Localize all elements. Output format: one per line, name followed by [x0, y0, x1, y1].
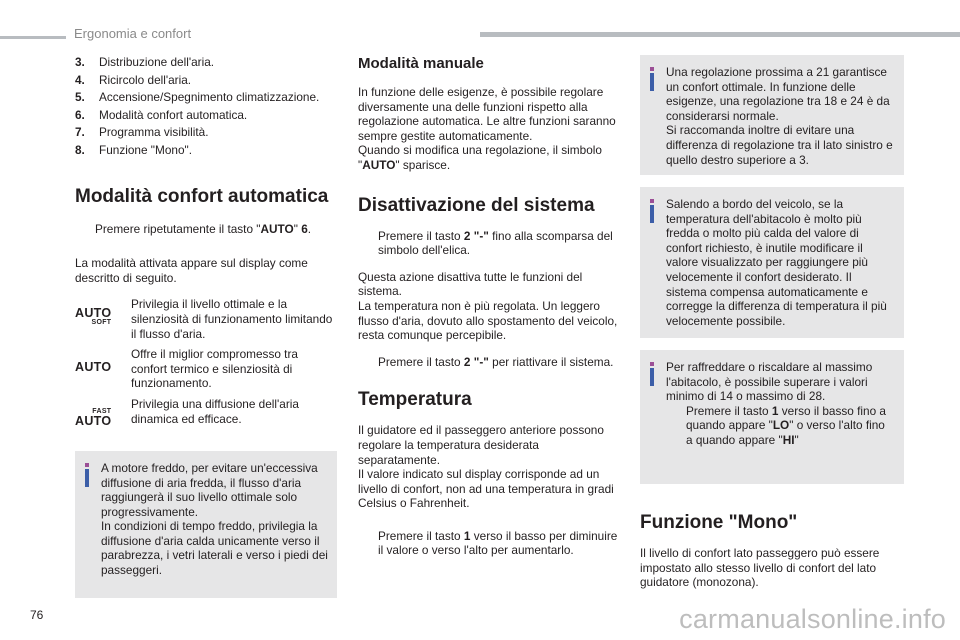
section-heading-disable: Disattivazione del sistema	[358, 194, 595, 216]
mono-description: Il livello di confort lato passeggero può essere impostato allo stesso livello di confort del lato guidatore (monozona).	[640, 546, 880, 590]
info-box-max-temperature: Per raffreddare o riscaldare al massimo l'abitacolo, è possibile superare i valori minimo di 14 o massimo di 28. Premere il tasto 1 verso il basso fino a quando appare "LO" o verso l'alto fino a quando appare "HI"	[640, 350, 904, 484]
watermark-text: carmanualsonline.info	[679, 604, 946, 634]
instruction-auto: Premere ripetutamente il tasto "AUTO" 6.	[75, 222, 337, 237]
auto-fast-icon: FAST AUTO	[75, 407, 112, 428]
info-box-cold-engine: A motore freddo, per evitare un'eccessiva diffusione di aria fredda, il flusso d'aria raggiungerà il suo livello ottimale solo progressivamente. In condizioni di tempo freddo, privilegia la diffusione d'aria calda unicamente verso il parabrezza, i vetri laterali e verso i piedi dei passeggeri.	[75, 451, 337, 598]
manual-text: In funzione delle esigenze, è possibile regolare diversamente una delle funzioni rispetto alla regolazione automatica. Le altre funzioni saranno sempre gestite automaticamente. Quando si modifica una regolazione, il simbolo "AUTO" sparisce.	[358, 85, 616, 172]
info-box-comfort-setting: Una regolazione prossima a 21 garantisce un confort ottimale. In funzione delle esigenze, una regolazione tra 18 e 24 è da considerarsi normale. Si raccomanda inoltre di evitare una differenza di regolazione tra il lato sinistro e quello destro superiore a 3.	[640, 55, 904, 175]
info-icon	[650, 199, 654, 223]
bullet-icon	[358, 355, 378, 370]
info-box-boarding: Salendo a bordo del veicolo, se la temperatura dell'abitacolo è molto più fredda o molto più calda del valore di confort richiesto, è inutile modificare il valore visualizzato per raggiungere più velocemente il confort desiderato. Il sistema compensa automaticamente e corregge la differenza di temperatura il più velocemente possibile.	[640, 187, 904, 338]
mode-auto-fast: FAST AUTO Privilegia una diffusione dell'aria dinamica ed efficace.	[75, 396, 299, 428]
header-bar-right	[480, 32, 960, 37]
bullet-icon	[666, 404, 686, 448]
auto-icon: AUTO	[75, 360, 112, 375]
disable-description: Questa azione disattiva tutte le funzioni del sistema. La temperatura non è più regolata. Un leggero flusso d'aria, dovuto allo spostamento del veicolo, resta comunque percepibile.	[358, 269, 618, 343]
modes-list	[75, 297, 337, 427]
page-number: 76	[30, 608, 44, 622]
header-title: Ergonomia e confort	[74, 26, 192, 41]
mode-auto: AUTO Offre il miglior compromesso tra confort termico e silenziosità di funzionamento.	[75, 347, 298, 391]
instruction-temperature: Premere il tasto 1 verso il basso per diminuire il valore o verso l'alto per aumentarlo.	[358, 529, 620, 558]
info-icon	[85, 463, 89, 487]
numbered-list	[75, 55, 337, 158]
column-middle	[358, 55, 620, 558]
list-item: 8. Funzione "Mono".	[75, 142, 192, 157]
bullet-icon	[358, 529, 378, 558]
mode-auto-soft: AUTO SOFT Privilegia il livello ottimale e la silenziosità di funzionamento limitando il flusso d'aria.	[75, 297, 333, 341]
section-heading-temperature: Temperatura	[358, 389, 472, 411]
bullet-icon	[358, 229, 378, 258]
instruction-disable: Premere il tasto 2 "-" fino alla scomparsa del simbolo dell'elica.	[358, 229, 620, 258]
list-item: 7. Programma visibilità.	[75, 125, 209, 140]
list-item: 6. Modalità confort automatica.	[75, 107, 248, 122]
section-heading-mono: Funzione "Mono"	[640, 512, 798, 533]
bullet-icon	[75, 222, 95, 237]
header-bar-left	[0, 36, 66, 39]
info-icon	[650, 362, 654, 386]
section-heading-manual: Modalità manuale	[358, 55, 484, 72]
list-item: 4. Ricircolo dell'aria.	[75, 72, 192, 87]
list-item: 3. Distribuzione dell'aria.	[75, 55, 215, 69]
column-right	[640, 55, 904, 590]
temperature-description: Il guidatore ed il passeggero anteriore possono regolare la temperatura desiderata separatamente. Il valore indicato sul display corrisponde ad un livello di confort, non ad una temperatura in gradi Celsius o Fahrenheit.	[358, 423, 614, 511]
list-item: 5. Accensione/Spegnimento climatizzazione.	[75, 90, 320, 105]
display-description: La modalità attivata appare sul display come descritto di seguito.	[75, 256, 308, 285]
auto-soft-icon: AUTO SOFT	[75, 306, 112, 327]
instruction-lo-hi: Premere il tasto 1 verso il basso fino a quando appare "LO" o verso l'alto fino a quando appare "HI"	[666, 404, 894, 448]
instruction-enable: Premere il tasto 2 "-" per riattivare il sistema.	[358, 355, 620, 370]
section-heading-auto-comfort: Modalità confort automatica	[75, 185, 329, 207]
column-left	[75, 55, 337, 598]
info-icon	[650, 67, 654, 91]
